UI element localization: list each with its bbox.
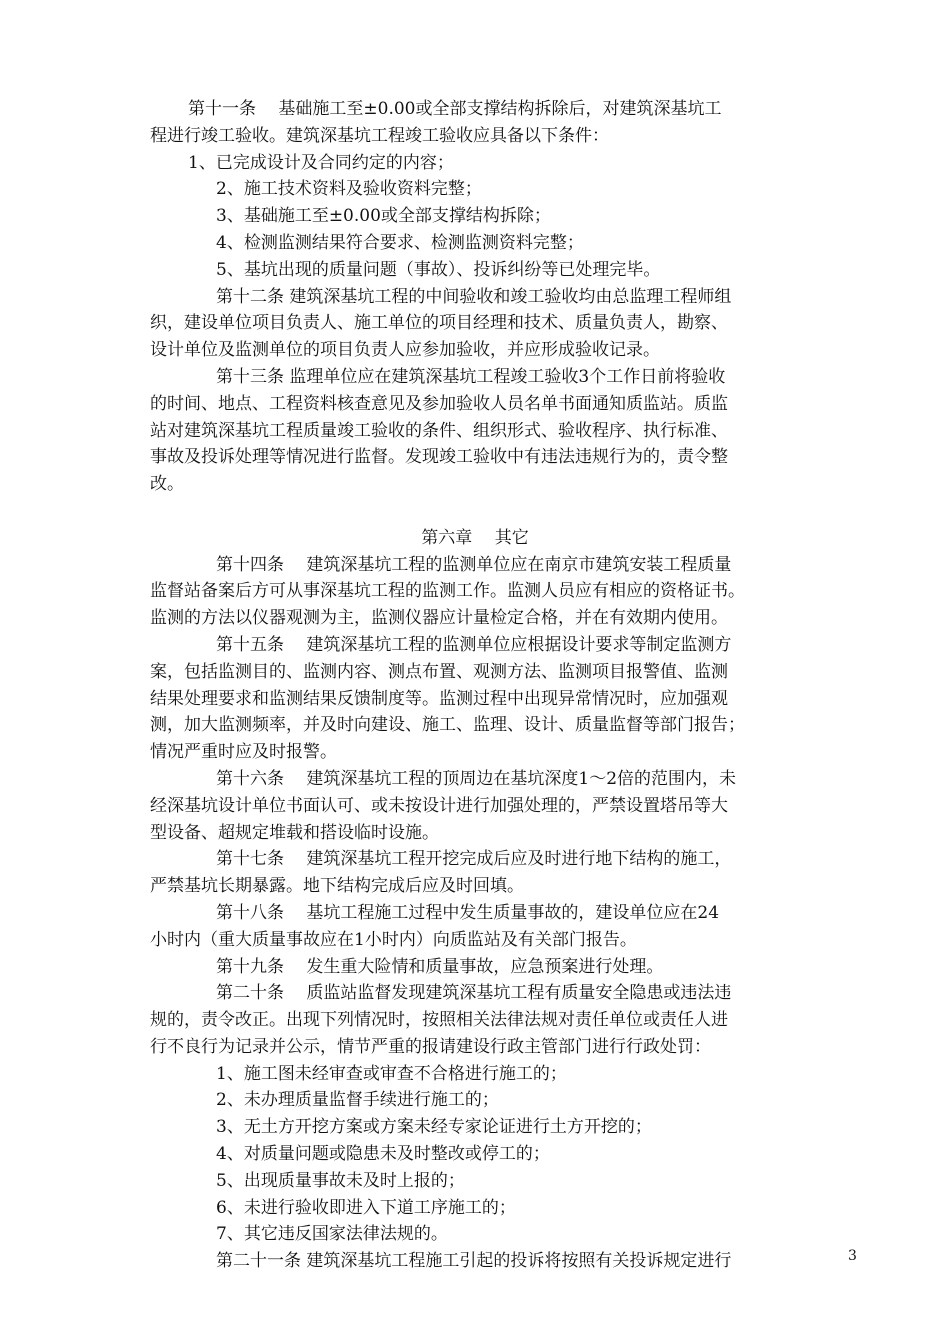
article-17-line-2: 严禁基坑长期暴露。地下结构完成后应及时回填。 [150,876,524,897]
document-body [150,96,800,1275]
article-12-line-3: 设计单位及监测单位的项目负责人应参加验收，并应形成验收记录。 [150,340,660,361]
article-15-line-5: 情况严重时应及时报警。 [150,742,337,763]
list-item: 6、未进行验收即进入下道工序施工的； [216,1197,516,1218]
article-15-line-4: 测，加大监测频率，并及时向建设、施工、监理、设计、质量监督等部门报告； [150,715,745,736]
article-13-line-2: 的时间、地点、工程资料核查意见及参加验收人员名单书面通知质监站。质监 [150,393,728,414]
article-14-line-1: 第十四条 建筑深基坑工程的监测单位应在南京市建筑安装工程质量 [216,554,732,575]
article-11-line-1: 第十一条 基础施工至±0.00或全部支撑结构拆除后，对建筑深基坑工 [188,99,722,119]
article-13-line-3: 站对建筑深基坑工程质量竣工验收的条件、组织形式、验收程序、执行标准、 [150,420,728,441]
article-17-line-1: 第十七条 建筑深基坑工程开挖完成后应及时进行地下结构的施工， [216,849,732,870]
list-item: 1、施工图未经审查或审查不合格进行施工的； [216,1063,567,1084]
article-12-line-1: 第十二条 建筑深基坑工程的中间验收和竣工验收均由总监理工程师组 [216,286,732,307]
article-18-line-2: 小时内（重大质量事故应在1小时内）向质监站及有关部门报告。 [150,929,637,950]
article-16-line-2: 经深基坑设计单位书面认可、或未按设计进行加强处理的，严禁设置塔吊等大 [150,795,728,816]
article-15-line-1: 第十五条 建筑深基坑工程的监测单位应根据设计要求等制定监测方 [216,634,732,655]
article-21-line-1: 第二十一条 建筑深基坑工程施工引起的投诉将按照有关投诉规定进行 [216,1251,732,1272]
article-14-line-3: 监测的方法以仪器观测为主，监测仪器应计量检定合格，并在有效期内使用。 [150,608,728,629]
list-item: 1、已完成设计及合同约定的内容； [188,152,454,173]
article-13-line-1: 第十三条 监理单位应在建筑深基坑工程竣工验收3个工作日前将验收 [216,366,726,387]
article-16-line-1: 第十六条 建筑深基坑工程的顶周边在基坑深度1～2倍的范围内，未 [216,768,737,789]
blank-line [150,498,800,525]
article-20-line-3: 行不良行为记录并公示，情节严重的报请建设行政主管部门进行行政处罚： [150,1036,711,1057]
article-16-line-3: 型设备、超规定堆载和搭设临时设施。 [150,822,439,843]
list-item: 2、未办理质量监督手续进行施工的； [216,1090,499,1111]
list-item: 7、其它违反国家法律法规的。 [216,1224,448,1245]
article-13-line-5: 改。 [150,474,184,495]
list-item: 3、无土方开挖方案或方案未经专家论证进行土方开挖的； [216,1117,652,1138]
chapter-heading: 第六章 其它 [421,527,529,548]
page-number: 3 [848,1248,857,1264]
list-item: 3、基础施工至±0.00或全部支撑结构拆除； [216,206,551,227]
article-14-line-2: 监督站备案后方可从事深基坑工程的监测工作。监测人员应有相应的资格证书。 [150,581,745,602]
article-19-line-1: 第十九条 发生重大险情和质量事故，应急预案进行处理。 [216,956,664,977]
article-13-line-4: 事故及投诉处理等情况进行监督。发现竣工验收中有违法违规行为的，责令整 [150,447,728,468]
article-12-line-2: 织，建设单位项目负责人、施工单位的项目经理和技术、质量负责人，勘察、 [150,313,728,334]
list-item: 5、出现质量事故未及时上报的； [216,1170,465,1191]
article-15-line-2: 案，包括监测目的、监测内容、测点布置、观测方法、监测项目报警值、监测 [150,661,728,682]
article-18-line-1: 第十八条 基坑工程施工过程中发生质量事故的，建设单位应在24 [216,902,720,923]
list-item: 4、检测监测结果符合要求、检测监测资料完整； [216,232,584,253]
list-item: 4、对质量问题或隐患未及时整改或停工的； [216,1144,550,1165]
article-11-line-2: 程进行竣工验收。建筑深基坑工程竣工验收应具备以下条件： [150,125,609,146]
article-20-line-2: 规的，责令改正。出现下列情况时，按照相关法律法规对责任单位或责任人进 [150,1010,728,1031]
list-item: 5、基坑出现的质量问题（事故）、投诉纠纷等已处理完毕。 [216,259,661,280]
list-item: 2、施工技术资料及验收资料完整； [216,179,482,200]
article-15-line-3: 结果处理要求和监测结果反馈制度等。监测过程中出现异常情况时，应加强观 [150,688,728,709]
article-20-line-1: 第二十条 质监站监督发现建筑深基坑工程有质量安全隐患或违法违 [216,983,732,1004]
